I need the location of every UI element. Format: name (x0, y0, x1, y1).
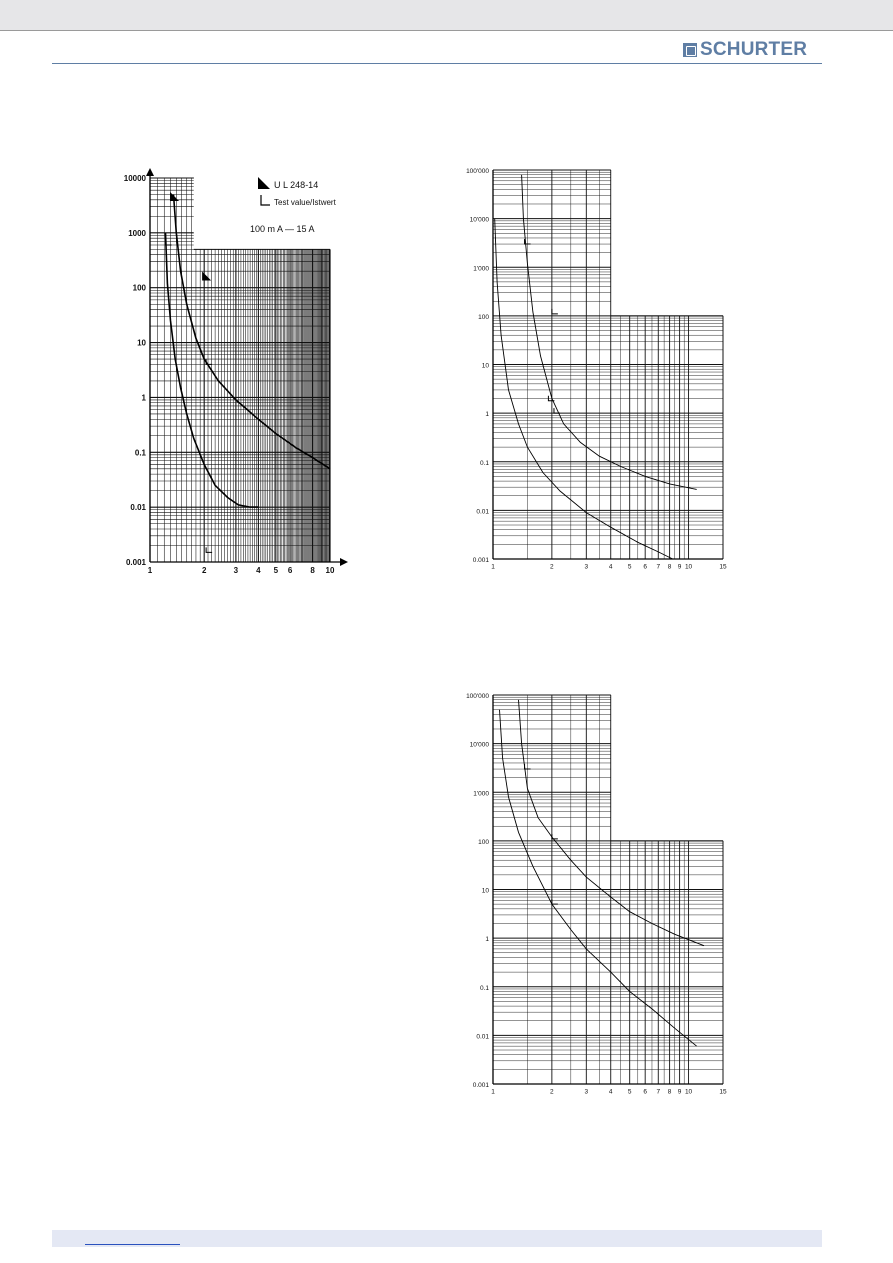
x-tick-label: 5 (627, 1088, 632, 1096)
y-tick-label: 100 (478, 313, 489, 321)
x-tick-label: 3 (233, 566, 239, 575)
y-tick-label: 0.01 (476, 508, 489, 516)
y-tick-label: 100 (478, 838, 489, 846)
y-tick-label: 1 (141, 393, 146, 403)
schurter-logo (683, 40, 807, 60)
y-tick-label: 1000 (128, 228, 146, 238)
legend-range: 100 m A — 15 A (250, 224, 315, 234)
y-tick-label: 10000 (123, 174, 146, 183)
y-axis-arrow-icon (146, 168, 154, 176)
ul-limit-marker-icon (170, 192, 179, 201)
x-tick-label: 7 (656, 1088, 661, 1096)
brand-name: SCHURTER (700, 39, 808, 60)
x-tick-label: 6 (287, 566, 293, 575)
y-tick-label: 0.001 (125, 558, 146, 567)
y-tick-label: 10 (481, 362, 489, 370)
header-rule (52, 63, 822, 64)
x-tick-label: 15 (719, 1088, 727, 1096)
x-tick-label: 8 (310, 566, 315, 575)
y-tick-label: 0.01 (130, 503, 146, 513)
y-tick-label: 100 (132, 283, 146, 293)
x-tick-label: 9 (677, 1088, 682, 1096)
y-tick-label: 10 (137, 338, 146, 348)
x-tick-label: 10 (325, 566, 335, 575)
y-tick-label: 1'000 (473, 265, 489, 273)
test-value-marker-icon (552, 309, 558, 314)
x-tick-label: 4 (256, 566, 261, 575)
footer-link[interactable] (85, 1244, 180, 1245)
grid (493, 695, 723, 1084)
x-tick-label: 3 (584, 563, 589, 571)
test-value-marker-icon (206, 547, 212, 552)
x-tick-label: 5 (273, 566, 279, 575)
x-tick-label: 4 (608, 563, 613, 571)
series-1-line (500, 710, 697, 1047)
x-tick-label: 10 (684, 563, 693, 571)
x-tick-label: 7 (656, 563, 661, 571)
x-tick-label: 5 (627, 563, 632, 571)
legend-ul-marker-icon (258, 177, 270, 189)
chart-ul-time-current (100, 160, 360, 580)
x-tick-label: 1 (491, 1088, 495, 1096)
test-value-marker-icon (552, 899, 558, 904)
y-tick-label: 0.1 (479, 984, 489, 992)
x-tick-label: 4 (608, 1088, 613, 1096)
x-tick-label: 3 (584, 1088, 589, 1096)
y-tick-label: 100'000 (466, 168, 489, 175)
legend-standard: U L 248-14 (274, 180, 319, 190)
x-tick-label: 2 (550, 1088, 554, 1096)
x-tick-label: 8 (667, 1088, 672, 1096)
y-tick-label: 10'000 (469, 216, 489, 224)
x-tick-label: 1 (491, 563, 495, 571)
x-axis-arrow-icon (340, 558, 348, 566)
x-tick-label: 9 (677, 563, 682, 571)
x-tick-label: 1 (147, 566, 153, 575)
schurter-logo-mark-icon (683, 43, 697, 57)
series-2-line (522, 175, 697, 490)
x-tick-label: 6 (643, 563, 647, 571)
chart-top-right-time-current (440, 160, 740, 580)
y-tick-label: 1 (485, 411, 489, 419)
y-tick-label: 100'000 (466, 693, 489, 700)
chart-bottom-right-time-current (440, 685, 740, 1105)
y-tick-label: 1 (485, 936, 489, 944)
x-tick-label: 8 (667, 563, 672, 571)
viewer-top-bar (0, 0, 893, 31)
x-tick-label: 15 (719, 563, 727, 571)
x-tick-label: 2 (201, 566, 207, 575)
y-tick-label: 0.001 (472, 1082, 489, 1089)
y-tick-label: 0.001 (472, 557, 489, 564)
y-tick-label: 0.01 (476, 1033, 489, 1041)
legend-test-marker-icon (261, 195, 270, 205)
legend-test-value: Test value/Istwert (274, 198, 336, 207)
x-tick-label: 10 (684, 1088, 693, 1096)
legend (250, 177, 337, 234)
y-tick-label: 10 (481, 887, 489, 895)
y-tick-label: 0.1 (134, 448, 146, 458)
x-tick-label: 6 (643, 1088, 647, 1096)
x-tick-label: 2 (550, 563, 554, 571)
grid (493, 170, 723, 559)
ul-limit-marker-icon (202, 272, 211, 281)
y-tick-label: 1'000 (473, 790, 489, 798)
y-tick-label: 0.1 (479, 459, 489, 467)
y-tick-label: 10'000 (469, 741, 489, 749)
